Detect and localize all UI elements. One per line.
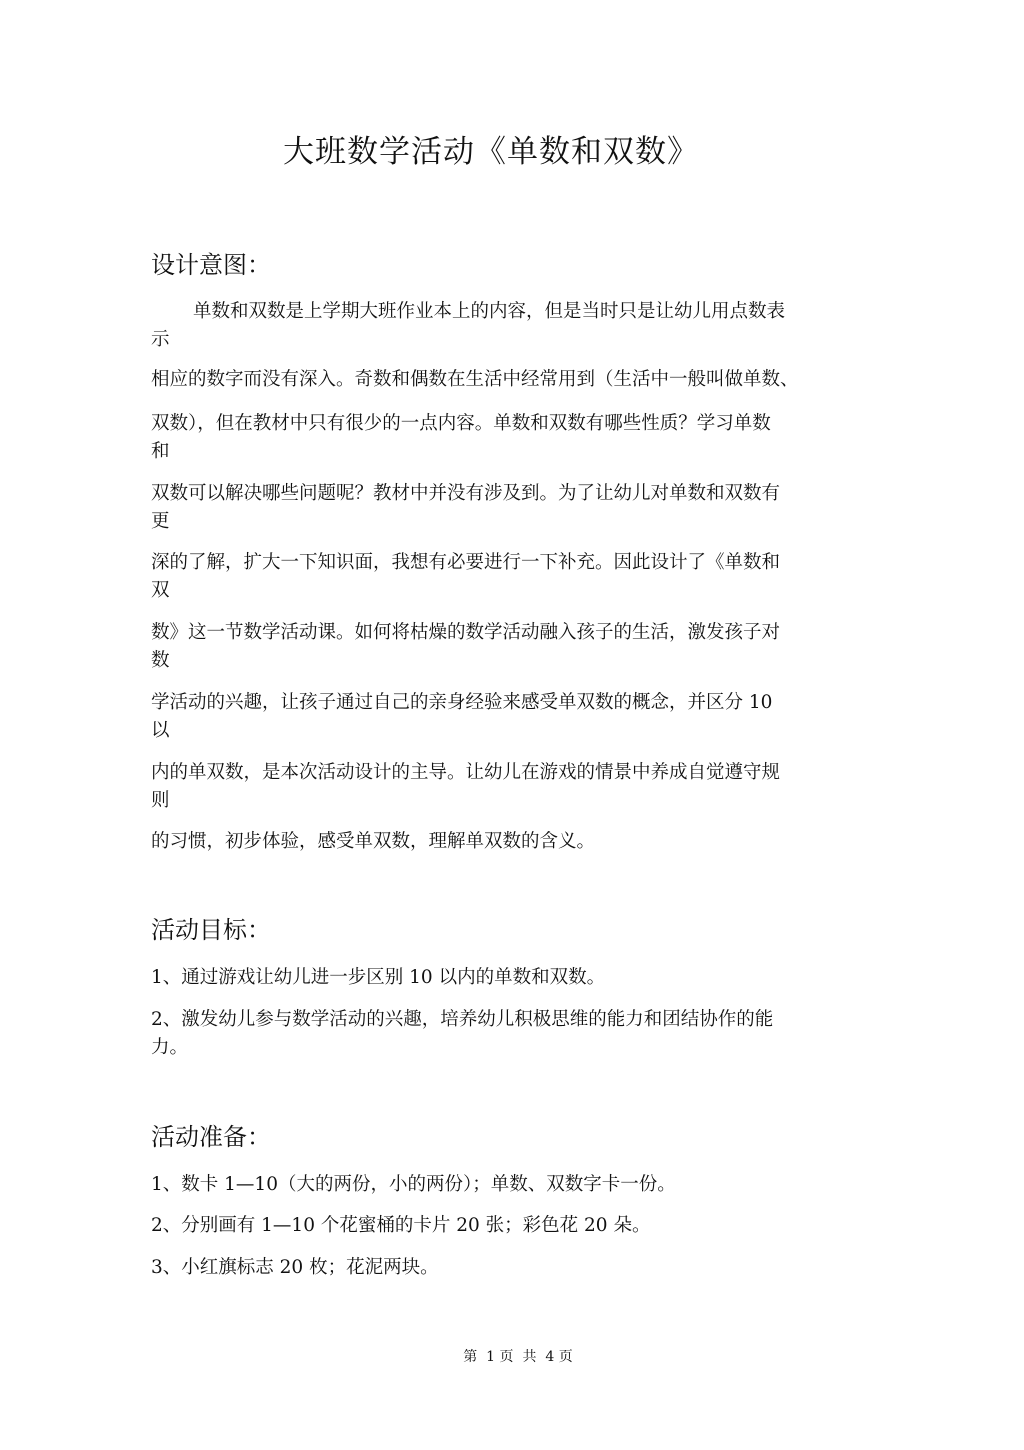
page-number-footer: 第 1 页 共 4 页 [463, 1349, 573, 1365]
list-item: 1、数卡 1—10（大的两份，小的两份）；单数、双数字卡一份。 [151, 1174, 676, 1195]
paragraph-line: 内的单双数，是本次活动设计的主导。让幼儿在游戏的情景中养成自觉遵守规 [151, 762, 781, 783]
paragraph-line: 双数可以解决哪些问题呢？教材中并没有涉及到。为了让幼儿对单数和双数有 [151, 483, 781, 504]
section-heading-preparation: 活动准备： [151, 1123, 271, 1151]
document-title: 大班数学活动《单数和双数》 [283, 134, 699, 170]
paragraph-line: 单数和双数是上学期大班作业本上的内容，但是当时只是让幼儿用点数表 [193, 301, 786, 322]
paragraph-line: 数》这一节数学活动课。如何将枯燥的数学活动融入孩子的生活，激发孩子对 [151, 622, 781, 643]
list-item: 力。 [151, 1037, 189, 1058]
paragraph-line: 的习惯，初步体验，感受单双数，理解单双数的含义。 [151, 831, 596, 852]
paragraph-line: 相应的数字而没有深入。奇数和偶数在生活中经常用到（生活中一般叫做单数、 [151, 369, 799, 390]
paragraph-line: 和 [151, 441, 170, 462]
paragraph-line: 双数），但在教材中只有很少的一点内容。单数和双数有哪些性质？学习单数 [151, 413, 771, 434]
paragraph-line: 则 [151, 790, 170, 811]
section-heading-goals: 活动目标： [151, 916, 271, 944]
paragraph-line: 双 [151, 580, 170, 601]
paragraph-line: 学活动的兴趣，让孩子通过自己的亲身经验来感受单双数的概念，并区分 10 [151, 692, 773, 713]
section-heading-design-intent: 设计意图： [151, 251, 271, 279]
list-item: 1、通过游戏让幼儿进一步区别 10 以内的单数和双数。 [151, 967, 606, 988]
list-item: 2、分别画有 1—10 个花蜜桶的卡片 20 张；彩色花 20 朵。 [151, 1215, 651, 1236]
paragraph-line: 深的了解，扩大一下知识面，我想有必要进行一下补充。因此设计了《单数和 [151, 552, 781, 573]
list-item: 3、小红旗标志 20 枚；花泥两块。 [151, 1257, 439, 1278]
paragraph-line: 数 [151, 650, 170, 671]
paragraph-line: 更 [151, 511, 170, 532]
list-item: 2、激发幼儿参与数学活动的兴趣，培养幼儿积极思维的能力和团结协作的能 [151, 1009, 774, 1030]
paragraph-line: 示 [151, 329, 170, 350]
paragraph-line: 以 [151, 720, 170, 741]
